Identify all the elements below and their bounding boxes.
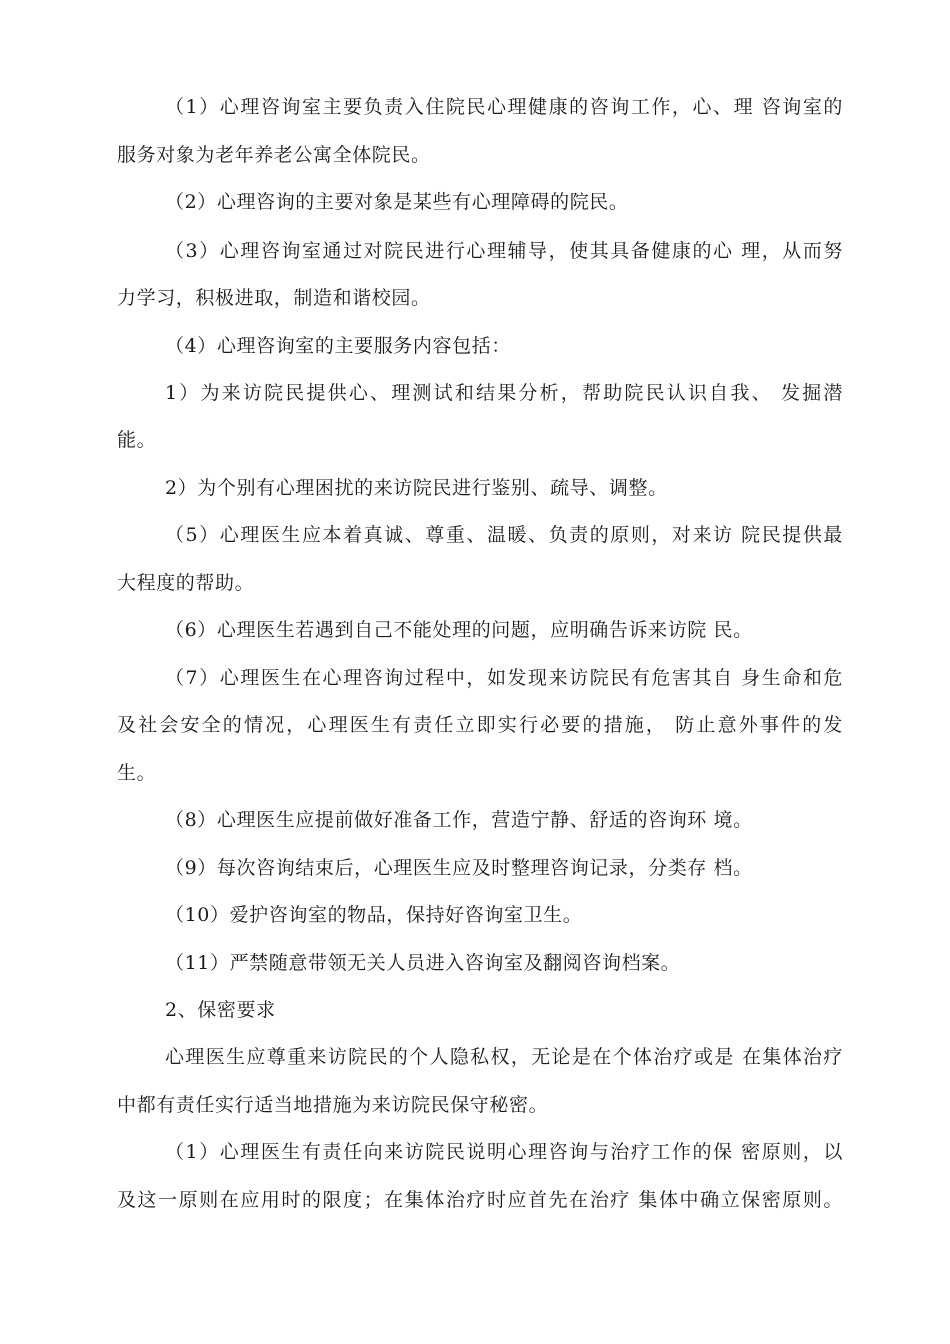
text-line: 及社会安全的情况，心理医生有责任立即实行必要的措施， 防止意外事件的发 <box>117 714 843 736</box>
text-line: 2）为个别有心理困扰的来访院民进行鉴别、疏导、调整。 <box>165 477 668 499</box>
text-line: 心理医生应尊重来访院民的个人隐私权，无论是在个体治疗或是 在集体治疗 <box>165 1046 843 1068</box>
text-line: （6）心理医生若遇到自己不能处理的问题，应明确告诉来访院 民。 <box>165 619 753 641</box>
text-line: （8）心理医生应提前做好准备工作，营造宁静、舒适的咨询环 境。 <box>165 809 753 831</box>
text-line: 力学习，积极进取，制造和谐校园。 <box>117 287 431 309</box>
text-line: （1）心理医生有责任向来访院民说明心理咨询与治疗工作的保 密原则，以 <box>165 1141 843 1163</box>
text-line: 大程度的帮助。 <box>117 572 255 594</box>
text-line: （4）心理咨询室的主要服务内容包括： <box>165 335 511 357</box>
text-line: （10）爱护咨询室的物品，保持好咨询室卫生。 <box>165 904 583 926</box>
text-line: （5）心理医生应本着真诚、尊重、温暖、负责的原则，对来访 院民提供最 <box>165 524 843 546</box>
text-line: （3）心理咨询室通过对院民进行心理辅导，使其具备健康的心 理，从而努 <box>165 240 843 262</box>
text-line: 1）为来访院民提供心、理测试和结果分析，帮助院民认识自我、 发掘潜 <box>165 382 843 404</box>
text-line: （1）心理咨询室主要负责入住院民心理健康的咨询工作，心、理 咨询室的 <box>165 96 843 118</box>
text-line: 服务对象为老年养老公寓全体院民。 <box>117 144 431 166</box>
text-line: （2）心理咨询的主要对象是某些有心理障碍的院民。 <box>165 191 629 213</box>
section-heading: 2、保密要求 <box>165 999 276 1021</box>
text-line: （9）每次咨询结束后，心理医生应及时整理咨询记录，分类存 档。 <box>165 857 753 879</box>
text-line: （11）严禁随意带领无关人员进入咨询室及翻阅咨询档案。 <box>165 952 681 974</box>
text-line: 中都有责任实行适当地措施为来访院民保守秘密。 <box>117 1094 549 1116</box>
text-line: 及这一原则在应用时的限度；在集体治疗时应首先在治疗 集体中确立保密原则。 <box>117 1189 843 1211</box>
text-line: 生。 <box>117 762 157 784</box>
text-line: 能。 <box>117 429 157 451</box>
text-line: （7）心理医生在心理咨询过程中，如发现来访院民有危害其自 身生命和危 <box>165 667 843 689</box>
